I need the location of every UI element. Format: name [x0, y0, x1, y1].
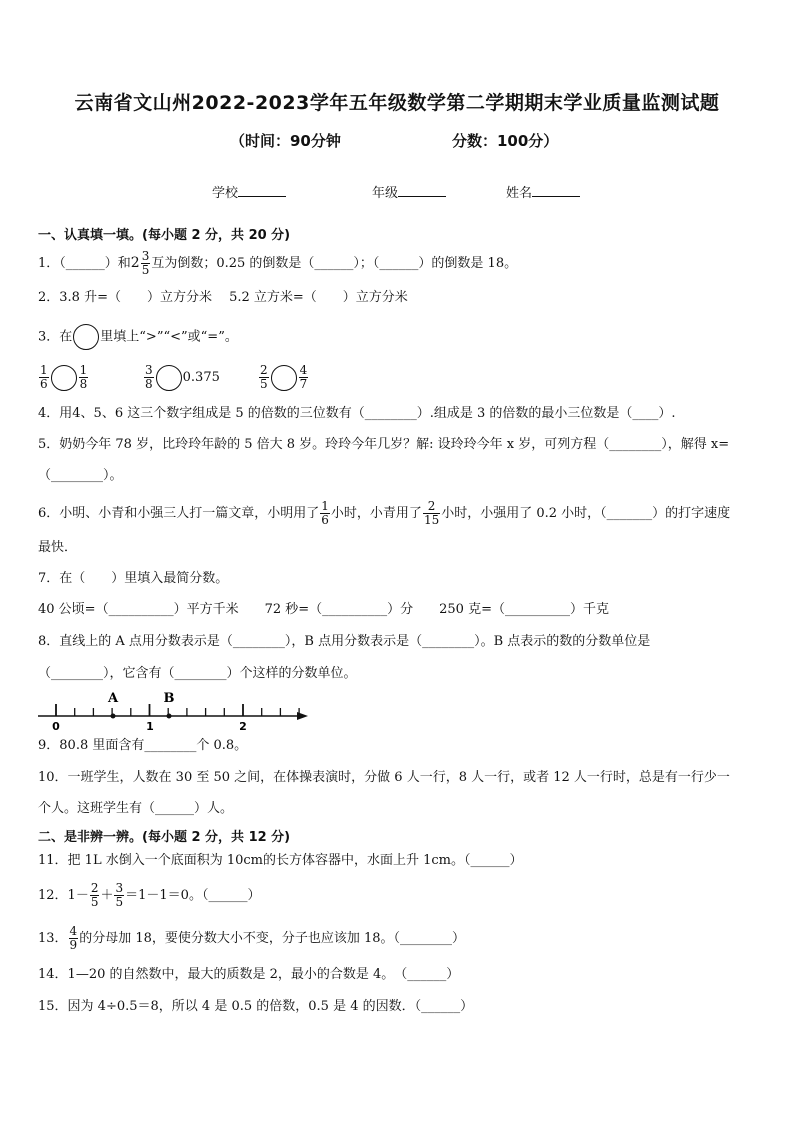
question-10-line-2: 个人。这班学生有（______）人。 [38, 801, 234, 816]
name-field[interactable] [506, 182, 580, 201]
number-line [36, 688, 326, 734]
question-8-line-2: （________），它含有（________）个这样的分数单位。 [38, 666, 357, 681]
point-b-dot [167, 714, 172, 719]
grade-field[interactable] [372, 182, 446, 201]
question-11: 11．把 1L 水倒入一个底面积为 10cm的长方体容器中，水面上升 1cm。（______） [38, 853, 523, 868]
number-line-ticks [56, 704, 299, 716]
question-10: 10．一班学生，人数在 30 至 50 之间，在体操表演时，分做 6 人一行，8 人一行，或者 12 人一行时，总是有一行少一 [38, 770, 730, 785]
section-heading-2: 二、是非辨一辨。(每小题 2 分，共 12 分) [38, 830, 291, 845]
question-5-line-2: （________）。 [38, 468, 123, 483]
fraction: $\frac{2}{5}$ [90, 881, 99, 909]
question-6: 6．小明、小青和小强三人打一篇文章，小明用了 $\frac{1}{6}$ 小时，小青用了 $\frac{2}{15}$ 小时，小强用了 0.2 小时，（_______）的打字速度 [38, 499, 731, 527]
fraction: $\frac{4}{7}$ [299, 363, 308, 391]
school-label: 学校 [212, 186, 239, 201]
question-7-line-2: 40 公顷=（__________）平方千米 72 秒=（__________）分 250 克=（__________）千克 [38, 602, 609, 617]
question-3: 3．在 里填上“>”“<”或“=”。 [38, 324, 238, 350]
fraction: $\frac{1}{6}$ [321, 499, 329, 527]
point-b-label: B [163, 691, 175, 706]
tick-label-2: 2 [239, 720, 247, 733]
fraction: $\frac{2}{15}$ [423, 499, 440, 527]
point-a-dot [111, 714, 116, 719]
question-4: 4．用4、5、6 这三个数字组成是 5 的倍数的三位数有（________）.组成是 3 的倍数的最小三位数是（____）. [38, 406, 676, 421]
school-field[interactable] [212, 182, 286, 201]
question-7: 7．在（ ）里填入最简分数。 [38, 571, 229, 586]
question-14: 14．1—20 的自然数中，最大的质数是 2，最小的合数是 4。 （______） [38, 967, 460, 982]
fraction: $\frac{3}{8}$ [145, 363, 153, 391]
fraction: $\frac{3}{5}$ [115, 881, 124, 909]
tick-label-1: 1 [146, 720, 154, 733]
fraction: $\frac{4}{9}$ [69, 924, 78, 952]
question-3-item-3 [258, 364, 309, 391]
question-8: 8．直线上的 A 点用分数表示是（________），B 点用分数表示是（________）。B 点表示的数的分数单位是 [38, 634, 651, 649]
answer-circle[interactable] [73, 324, 99, 350]
question-1: 1．（______）和2 $\frac{3}{5}$ 互为倒数；0.25 的倒数是（______）；（______）的倒数是 18。 [38, 249, 518, 277]
compare-circle[interactable] [156, 365, 182, 391]
grade-blank[interactable] [398, 184, 446, 197]
fraction: $\frac{2}{5}$ [260, 363, 268, 391]
fraction: $\frac{1}{6}$ [40, 363, 48, 391]
question-2: 2．3.8 升=（ ）立方分米 5.2 立方米=（ ）立方分米 [38, 290, 408, 305]
compare-circle[interactable] [271, 365, 297, 391]
section-heading-1: 一、认真填一填。(每小题 2 分，共 20 分) [38, 228, 291, 243]
name-label: 姓名 [506, 186, 533, 201]
time-label: （时间：90分钟 [230, 132, 341, 150]
question-9: 9．80.8 里面含有________个 0.8。 [38, 738, 248, 753]
question-13: 13． $\frac{4}{9}$ 的分母加 18，要使分数大小不变，分子也应该加 18。（________） [38, 924, 466, 952]
point-a-label: A [107, 691, 119, 706]
name-blank[interactable] [532, 184, 580, 197]
school-blank[interactable] [238, 184, 286, 197]
question-12: 12．1－ $\frac{2}{5}$ ＋ $\frac{3}{5}$ ＝1－1＝0。（______） [38, 881, 261, 909]
compare-circle[interactable] [51, 365, 77, 391]
question-5: 5．奶奶今年 78 岁，比玲玲年龄的 5 倍大 8 岁。玲玲今年几岁？解: 设玲玲今年 x 岁，可列方程（________），解得 x= [38, 437, 730, 452]
page-title: 云南省文山州2022-2023学年五年级数学第二学期期末学业质量监测试题 [74, 92, 720, 114]
score-label: 分数：100分） [452, 132, 559, 150]
fraction: $\frac{3}{5}$ [141, 249, 150, 277]
question-3-item-2: $\frac{3}{8}$ 0.375 [145, 363, 220, 391]
grade-label: 年级 [372, 186, 399, 201]
question-6-line-2: 最快． [38, 540, 78, 555]
question-3-item-1 [38, 364, 89, 391]
question-15: 15．因为 4÷0.5＝8，所以 4 是 0.5 的倍数，0.5 是 4 的因数．（______） [38, 999, 474, 1014]
tick-label-0: 0 [52, 720, 60, 733]
fraction: $\frac{1}{8}$ [79, 363, 88, 391]
